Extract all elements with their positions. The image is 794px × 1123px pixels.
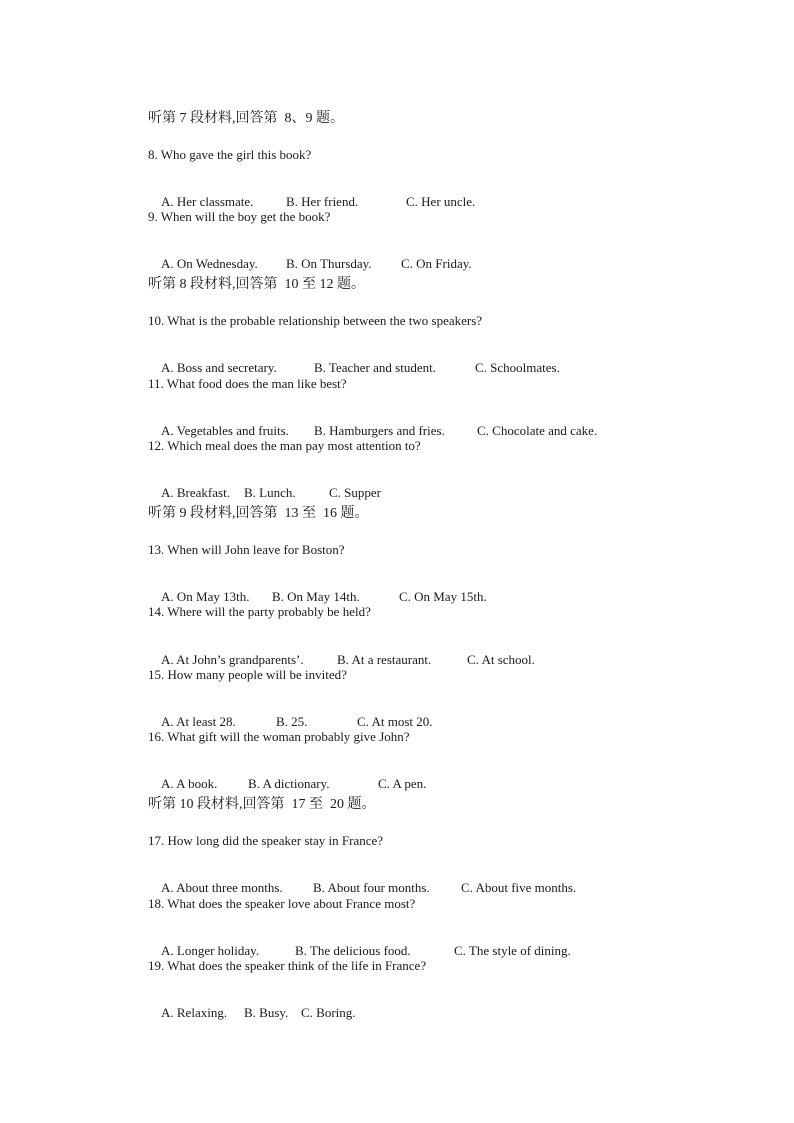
- question-13: 13. When will John leave for Boston?: [148, 542, 345, 557]
- option-b: B. About four months.: [313, 880, 430, 895]
- option-b: B. 25.: [276, 714, 308, 729]
- option-b: B. Hamburgers and fries.: [314, 423, 445, 438]
- option-c: C. Chocolate and cake.: [477, 423, 598, 438]
- section-heading-10: 听第 10 段材料,回答第 17 至 20 题。: [148, 797, 376, 812]
- option-a: A. On May 13th.: [161, 589, 250, 604]
- option-b: B. On Thursday.: [286, 256, 372, 271]
- option-a: A. At least 28.: [161, 714, 236, 729]
- section-heading-9: 听第 9 段材料,回答第 13 至 16 题。: [148, 506, 369, 521]
- option-b: B. Busy.: [244, 1005, 289, 1020]
- option-b: B. The delicious food.: [295, 943, 411, 958]
- option-a: A. About three months.: [161, 880, 283, 895]
- option-c: C. On Friday.: [401, 256, 472, 271]
- question-16: 16. What gift will the woman probably give John?: [148, 729, 410, 744]
- options-19: [148, 989, 356, 1037]
- option-a: A. Her classmate.: [161, 194, 254, 209]
- option-c: C. About five months.: [461, 880, 577, 895]
- question-19: 19. What does the speaker think of the life in France?: [148, 958, 427, 973]
- option-a: A. Boss and secretary.: [161, 360, 277, 375]
- option-b: B. Her friend.: [286, 194, 359, 209]
- option-c: C. A pen.: [378, 776, 427, 791]
- option-a: A. A book.: [161, 776, 218, 791]
- question-11: 11. What food does the man like best?: [148, 376, 347, 391]
- question-8: 8. Who gave the girl this book?: [148, 147, 312, 162]
- option-c: C. Supper: [329, 485, 381, 500]
- question-12: 12. Which meal does the man pay most attention to?: [148, 438, 421, 453]
- option-c: C. The style of dining.: [454, 943, 571, 958]
- option-b: B. Lunch.: [244, 485, 296, 500]
- option-a: A. Vegetables and fruits.: [161, 423, 289, 438]
- question-15: 15. How many people will be invited?: [148, 667, 347, 682]
- option-a: A. Longer holiday.: [161, 943, 260, 958]
- option-c: C. Schoolmates.: [475, 360, 560, 375]
- option-b: B. Teacher and student.: [314, 360, 436, 375]
- section-heading-8: 听第 8 段材料,回答第 10 至 12 题。: [148, 277, 365, 292]
- option-c: C. At school.: [467, 652, 535, 667]
- question-10: 10. What is the probable relationship between the two speakers?: [148, 313, 483, 328]
- option-b: B. At a restaurant.: [337, 652, 432, 667]
- option-c: C. Boring.: [301, 1005, 356, 1020]
- option-c: C. On May 15th.: [399, 589, 487, 604]
- option-a: A. Relaxing.: [161, 1005, 228, 1020]
- section-heading-7: 听第 7 段材料,回答第 8、9 题。: [148, 111, 344, 126]
- option-a: A. On Wednesday.: [161, 256, 258, 271]
- option-c: C. Her uncle.: [406, 194, 476, 209]
- question-9: 9. When will the boy get the book?: [148, 209, 331, 224]
- question-18: 18. What does the speaker love about France most?: [148, 896, 416, 911]
- option-a: A. Breakfast.: [161, 485, 230, 500]
- question-17: 17. How long did the speaker stay in France?: [148, 833, 384, 848]
- question-14: 14. Where will the party probably be held?: [148, 604, 371, 619]
- option-b: B. On May 14th.: [272, 589, 360, 604]
- option-a: A. At John’s grandparents’.: [161, 652, 304, 667]
- option-c: C. At most 20.: [357, 714, 433, 729]
- option-b: B. A dictionary.: [248, 776, 330, 791]
